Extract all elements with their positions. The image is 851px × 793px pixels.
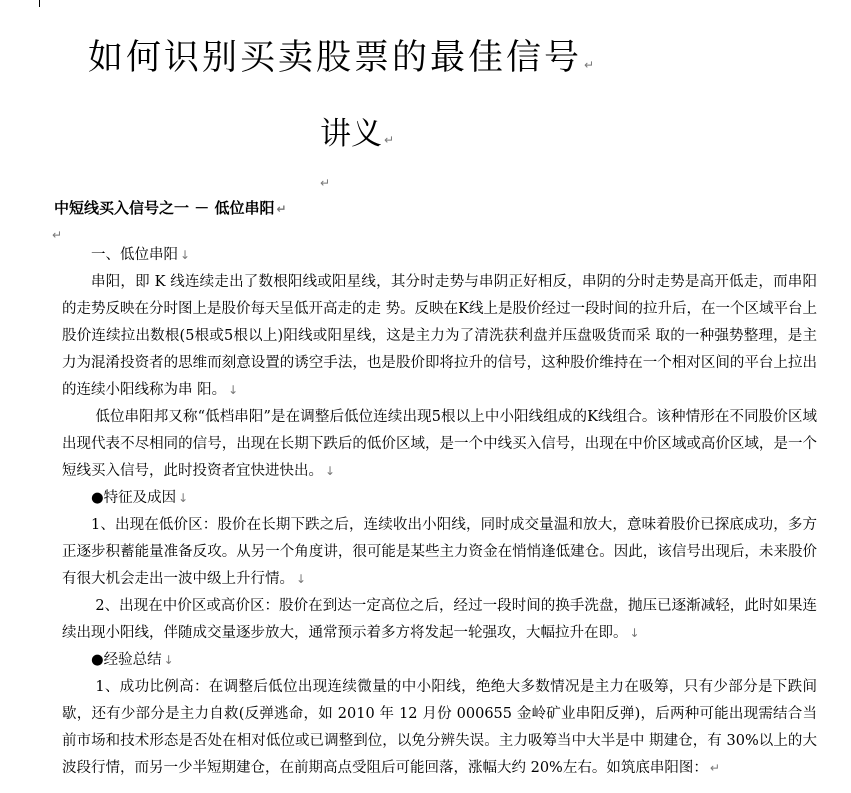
line-break-icon: ↓ — [296, 572, 307, 586]
empty-paragraph — [318, 172, 330, 191]
paragraph: 串阳，即 K 线连续走出了数根阳线或阳星线，其分时走势与串阴正好相反，串阴的分时走势是高开低走，而串阳的走势反映在分时图上是股价每天呈低开高走的走 势。反映在K线上是股价经过一段时间的拉升后，在一个区域平台上股价连续拉出数根(5根或5根以上)阳线或阳星线，这是主力为了清洗获利盘并压盘吸货而采 取的一种强势整理，是主力为混淆投资者的思维而刻意设置的诱空手法，也是股价即将拉升的信号，这种股价维持在一个相对区间的平台上拉出的连续小阳线称为串 阳。 ↓ — [62, 274, 817, 398]
line-break-icon: ↓ — [178, 491, 189, 505]
paragraph-mark-icon: ↵ — [52, 228, 63, 242]
line-break-icon: ↓ — [180, 248, 191, 262]
paragraph-mark-icon: ↵ — [320, 176, 331, 190]
document-title: 如何识别买卖股票的最佳信号 ↵ — [88, 38, 598, 78]
section-heading: 中短线买入信号之一 － 低位串阳 ↵ — [54, 199, 287, 217]
subheading-experience: ●经验总结 ↓ — [91, 652, 174, 668]
paragraph: 1、出现在低价区：股价在长期下跌之后，连续收出小阳线，同时成交量温和放大，意味着股价已探底成功，多方正逐步积蓄能量准备反攻。从另一个角度讲，很可能是某些主力资金在悄悄逢低建仓。因此，该信号出现后，未来股价有很大机会走出一波中级上升行情。 ↓ — [62, 517, 817, 587]
line-break-icon: ↓ — [163, 653, 174, 667]
line-break-icon: ↓ — [325, 464, 336, 478]
document-body — [62, 242, 817, 782]
document-subtitle: 讲义 ↵ — [320, 116, 395, 152]
paragraph: 1、成功比例高：在调整后低位出现连续微量的中小阳线，绝绝大多数情况是主力在吸筹，只有少部分是下跌间歇，还有少部分是主力自救(反弹逃命，如 2010 年 12 月份 000655 金岭矿业串阳反弹)，后两种可能出现需结合当前市场和技术形态是否处在相对低位或已调整到位，以免分辨失误。主力吸筹当中大半是中 期建仓，有 30%以上的大波段行情，而另一少半短期建仓，在前期高点受阻后可能回落，涨幅大约 20%左右。如筑底串阳图： ↵ — [62, 679, 817, 776]
subheading-low-position: 一、低位串阳 ↓ — [91, 247, 191, 263]
paragraph-mark-icon: ↵ — [709, 761, 720, 775]
line-break-icon: ↓ — [228, 383, 239, 397]
line-break-icon: ↓ — [629, 626, 640, 640]
paragraph: 2、出现在中价区或高价区：股价在到达一定高位之后，经过一段时间的换手洗盘，抛压已逐渐减轻，此时如果连续出现小阳线，伴随成交量逐步放大，通常预示着多方将发起一轮强攻，大幅拉升在即。 ↓ — [62, 598, 817, 641]
subheading-features: ●特征及成因 ↓ — [91, 490, 189, 506]
paragraph: 低位串阳邦又称“低档串阳”是在调整后低位连续出现5根以上中小阳线组成的K线组合。该种情形在不同股价区域出现代表不尽相同的信号，出现在长期下跌后的低价区域，是一个中线买入信号，出现在中价区域或高价区域，是一个短线买入信号，此时投资者宜快进快出。 ↓ — [62, 409, 817, 479]
empty-paragraph — [50, 224, 62, 243]
paragraph-mark-icon: ↵ — [276, 202, 287, 216]
page-corner-mark — [39, 0, 40, 7]
paragraph-mark-icon: ↵ — [584, 58, 598, 72]
paragraph-mark-icon: ↵ — [384, 133, 395, 147]
